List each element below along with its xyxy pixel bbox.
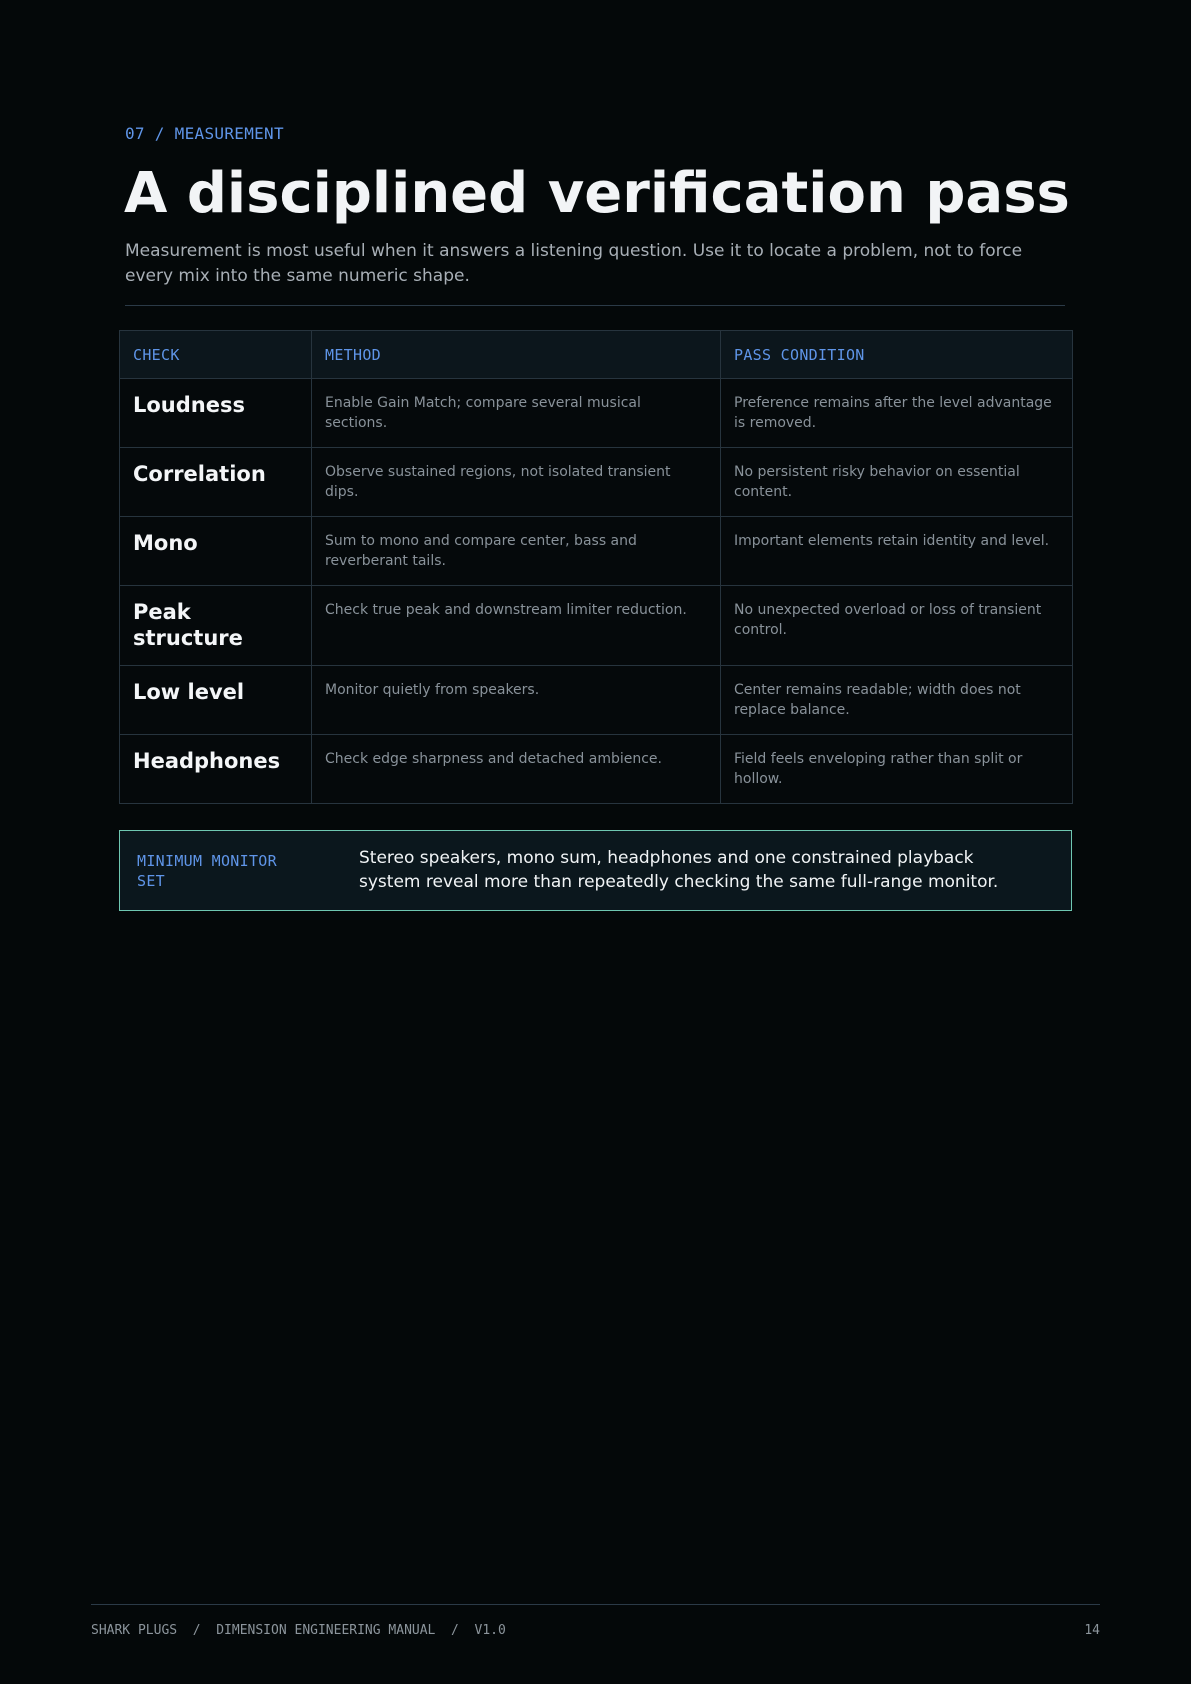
pass-condition-cell (721, 735, 1073, 804)
pass-condition-cell (721, 666, 1073, 735)
table-header-row (120, 331, 1073, 379)
check-cell (120, 379, 312, 448)
check-name: Headphones (133, 749, 281, 773)
page-title: A disciplined verification pass (124, 161, 1070, 226)
method-text: Monitor quietly from speakers. (325, 682, 540, 698)
pass-condition-cell (721, 517, 1073, 586)
table-row (120, 379, 1073, 448)
table-row (120, 448, 1073, 517)
pass-condition-text: Field feels enveloping rather than split or hollow. (734, 751, 1023, 787)
footer-divider (91, 1604, 1100, 1605)
method-cell (312, 586, 721, 666)
section-eyebrow: 07 / MEASUREMENT (125, 124, 284, 143)
check-cell (120, 448, 312, 517)
pass-condition-cell (721, 379, 1073, 448)
table-row (120, 666, 1073, 735)
check-cell (120, 517, 312, 586)
verification-table (119, 330, 1073, 804)
pass-condition-text: Center remains readable; width does not replace balance. (734, 682, 1021, 718)
callout-text: Stereo speakers, mono sum, headphones and one constrained playback system reveal more than repeatedly checking the same full-range monitor. (359, 848, 999, 892)
column-header-check: CHECK (120, 331, 312, 379)
check-name: Peak structure (133, 600, 243, 650)
method-text: Observe sustained regions, not isolated transient dips. (325, 464, 671, 500)
check-name: Loudness (133, 393, 245, 417)
method-text: Enable Gain Match; compare several musical sections. (325, 395, 641, 431)
check-name: Correlation (133, 462, 266, 486)
section-lede: Measurement is most useful when it answers a listening question. Use it to locate a problem, not to force every mix into the same numeric shape. (125, 241, 1023, 286)
pass-condition-text: No persistent risky behavior on essential content. (734, 464, 1020, 500)
table-row (120, 517, 1073, 586)
method-cell (312, 735, 721, 804)
minimum-monitor-callout (119, 830, 1072, 911)
method-cell (312, 666, 721, 735)
footer-document-info: SHARK PLUGS / DIMENSION ENGINEERING MANUAL / V1.0 (91, 1623, 506, 1638)
header-divider (125, 305, 1065, 306)
page-number: 14 (1084, 1623, 1100, 1638)
pass-condition-cell (721, 586, 1073, 666)
method-cell (312, 379, 721, 448)
pass-condition-cell (721, 448, 1073, 517)
method-cell (312, 517, 721, 586)
table-row (120, 586, 1073, 666)
callout-label: MINIMUM MONITOR SET (137, 852, 277, 890)
check-cell (120, 666, 312, 735)
check-cell (120, 735, 312, 804)
check-cell (120, 586, 312, 666)
method-text: Check true peak and downstream limiter reduction. (325, 602, 687, 618)
method-cell (312, 448, 721, 517)
column-header-method: METHOD (312, 331, 721, 379)
check-name: Mono (133, 531, 198, 555)
pass-condition-text: Preference remains after the level advantage is removed. (734, 395, 1052, 431)
check-name: Low level (133, 680, 245, 704)
method-text: Check edge sharpness and detached ambience. (325, 751, 662, 767)
pass-condition-text: Important elements retain identity and level. (734, 533, 1050, 549)
column-header-pass-condition: PASS CONDITION (721, 331, 1073, 379)
pass-condition-text: No unexpected overload or loss of transient control. (734, 602, 1042, 638)
method-text: Sum to mono and compare center, bass and reverberant tails. (325, 533, 637, 569)
table-row (120, 735, 1073, 804)
